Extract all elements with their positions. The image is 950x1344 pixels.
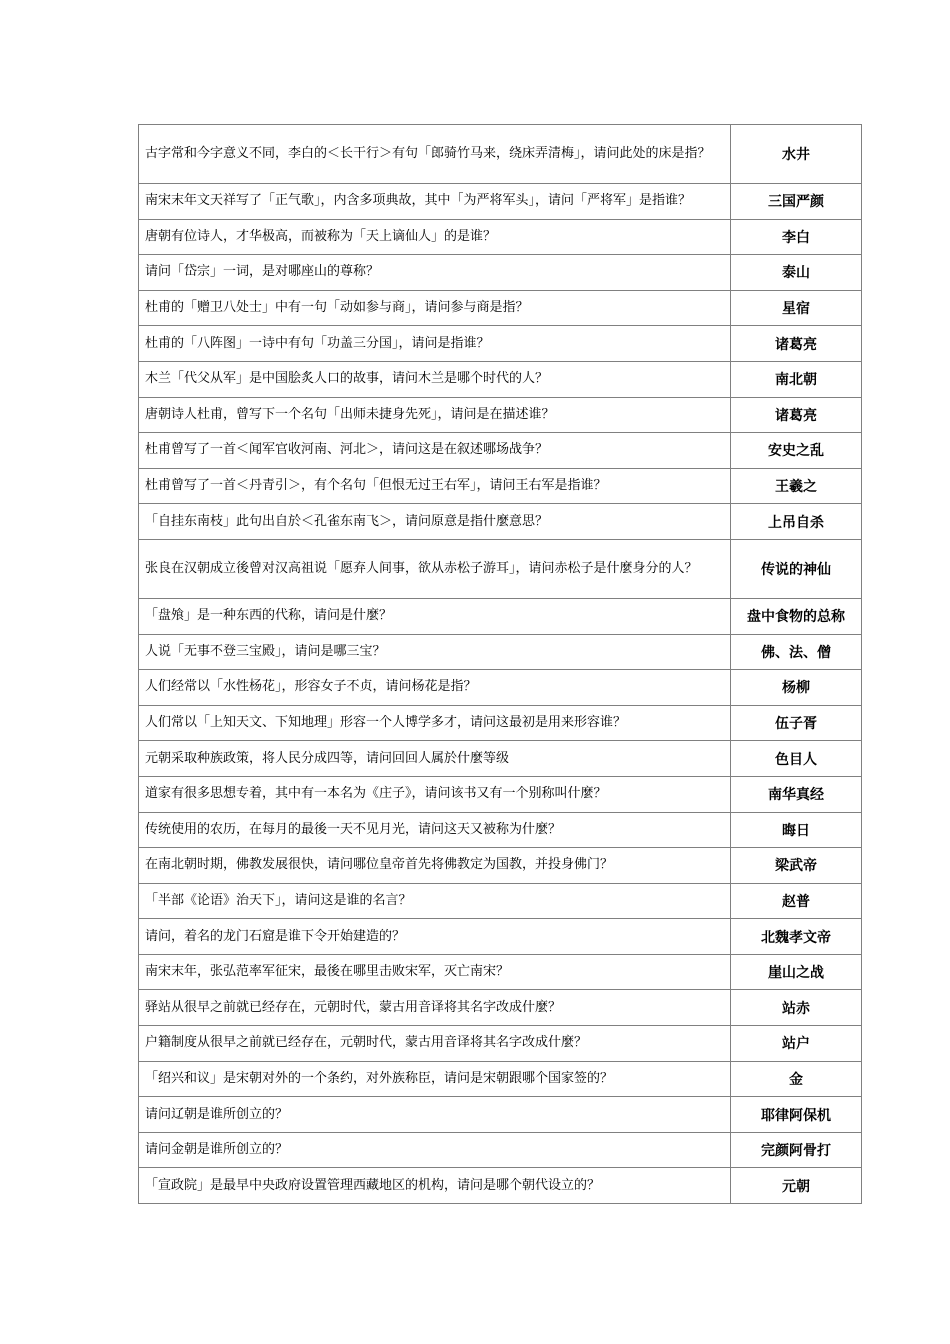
table-row [139,670,862,706]
table-row [139,397,862,433]
question-cell: 请问，着名的龙门石窟是谁下令开始建造的？ [139,919,731,955]
answer-cell: 北魏孝文帝 [731,919,862,955]
answer-cell: 梁武帝 [731,848,862,884]
table-row [139,125,862,184]
question-cell: 人们经常以「水性杨花」，形容女子不贞，请问杨花是指？ [139,670,731,706]
table-row [139,290,862,326]
answer-cell: 站赤 [731,990,862,1026]
answer-cell: 完颜阿骨打 [731,1132,862,1168]
table-row [139,361,862,397]
question-cell: 张良在汉朝成立後曾对汉高祖说「愿弃人间事，欲从赤松子游耳」，请问赤松子是什麼身分的人？ [139,539,731,598]
question-cell: 「宣政院」是最早中央政府设置管理西藏地区的机构，请问是哪个朝代设立的？ [139,1168,731,1204]
table-row [139,919,862,955]
table-row [139,634,862,670]
table-row [139,184,862,220]
answer-cell: 赵普 [731,883,862,919]
question-cell: 唐朝有位诗人，才华极高，而被称为「天上谪仙人」的是谁？ [139,219,731,255]
answer-cell: 三国严颜 [731,184,862,220]
table-row [139,883,862,919]
table-row [139,539,862,598]
table-row [139,1168,862,1204]
question-cell: 唐朝诗人杜甫，曾写下一个名句「出师未捷身先死」，请问是在描述谁？ [139,397,731,433]
table-row [139,1097,862,1133]
question-cell: 「半部《论语》治天下」，请问这是谁的名言？ [139,883,731,919]
answer-cell: 泰山 [731,255,862,291]
table-row [139,468,862,504]
table-row [139,741,862,777]
question-cell: 道家有很多思想专着，其中有一本名为《庄子》，请问该书又有一个别称叫什麼？ [139,776,731,812]
question-cell: 古字常和今字意义不同，李白的＜长干行＞有句「郎骑竹马来，绕床弄清梅」，请问此处的床是指？ [139,125,731,184]
answer-cell: 杨柳 [731,670,862,706]
table-row [139,504,862,540]
question-cell: 杜甫的「赠卫八处士」中有一句「动如参与商」，请问参与商是指？ [139,290,731,326]
question-cell: 驿站从很早之前就已经存在，元朝时代，蒙古用音译将其名字改成什麼？ [139,990,731,1026]
table-row [139,990,862,1026]
answer-cell: 传说的神仙 [731,539,862,598]
table-row [139,954,862,990]
answer-cell: 诸葛亮 [731,326,862,362]
answer-cell: 安史之乱 [731,433,862,469]
question-cell: 杜甫曾写了一首＜闻军官收河南、河北＞，请问这是在叙述哪场战争？ [139,433,731,469]
question-cell: 请问辽朝是谁所创立的？ [139,1097,731,1133]
question-cell: 木兰「代父从军」是中国脍炙人口的故事，请问木兰是哪个时代的人？ [139,361,731,397]
answer-cell: 晦日 [731,812,862,848]
table-row [139,433,862,469]
answer-cell: 诸葛亮 [731,397,862,433]
answer-cell: 南北朝 [731,361,862,397]
question-cell: 「绍兴和议」是宋朝对外的一个条约，对外族称臣，请问是宋朝跟哪个国家签的？ [139,1061,731,1097]
answer-cell: 李白 [731,219,862,255]
table-row [139,255,862,291]
answer-cell: 站户 [731,1026,862,1062]
table-row [139,219,862,255]
answer-cell: 伍子胥 [731,705,862,741]
question-cell: 请问金朝是谁所创立的？ [139,1132,731,1168]
question-cell: 人说「无事不登三宝殿」，请问是哪三宝？ [139,634,731,670]
table-row [139,812,862,848]
question-cell: 南宋末年文天祥写了「正气歌」，内含多项典故，其中「为严将军头」，请问「严将军」是指谁？ [139,184,731,220]
table-row [139,1026,862,1062]
table-row [139,1132,862,1168]
question-cell: 户籍制度从很早之前就已经存在，元朝时代，蒙古用音译将其名字改成什麼？ [139,1026,731,1062]
answer-cell: 南华真经 [731,776,862,812]
question-cell: 请问「岱宗」一词，是对哪座山的尊称？ [139,255,731,291]
answer-cell: 上吊自杀 [731,504,862,540]
answer-cell: 星宿 [731,290,862,326]
answer-cell: 色目人 [731,741,862,777]
answer-cell: 崖山之战 [731,954,862,990]
answer-cell: 耶律阿保机 [731,1097,862,1133]
question-cell: 「盘飧」是一种东西的代称，请问是什麼？ [139,598,731,634]
question-cell: 杜甫的「八阵图」一诗中有句「功盖三分国」，请问是指谁？ [139,326,731,362]
question-cell: 元朝采取种族政策，将人民分成四等，请问回回人属於什麼等级 [139,741,731,777]
question-cell: 「自挂东南枝」此句出自於＜孔雀东南飞＞，请问原意是指什麼意思？ [139,504,731,540]
answer-cell: 盘中食物的总称 [731,598,862,634]
answer-cell: 佛、法、僧 [731,634,862,670]
answer-cell: 元朝 [731,1168,862,1204]
answer-cell: 金 [731,1061,862,1097]
question-cell: 传统使用的农历，在每月的最後一天不见月光，请问这天又被称为什麼？ [139,812,731,848]
table-row [139,598,862,634]
answer-cell: 水井 [731,125,862,184]
question-cell: 南宋末年，张弘范率军征宋，最後在哪里击败宋军，灭亡南宋？ [139,954,731,990]
question-cell: 人们常以「上知天文、下知地理」形容一个人博学多才，请问这最初是用来形容谁？ [139,705,731,741]
qa-table-body [139,125,862,1204]
table-row [139,1061,862,1097]
table-row [139,705,862,741]
answer-cell: 王羲之 [731,468,862,504]
table-row [139,326,862,362]
question-cell: 在南北朝时期，佛教发展很快，请问哪位皇帝首先将佛教定为国教，并投身佛门？ [139,848,731,884]
table-row [139,848,862,884]
table-row [139,776,862,812]
qa-table [138,124,862,1204]
question-cell: 杜甫曾写了一首＜丹青引＞，有个名句「但恨无过王右军」，请问王右军是指谁？ [139,468,731,504]
